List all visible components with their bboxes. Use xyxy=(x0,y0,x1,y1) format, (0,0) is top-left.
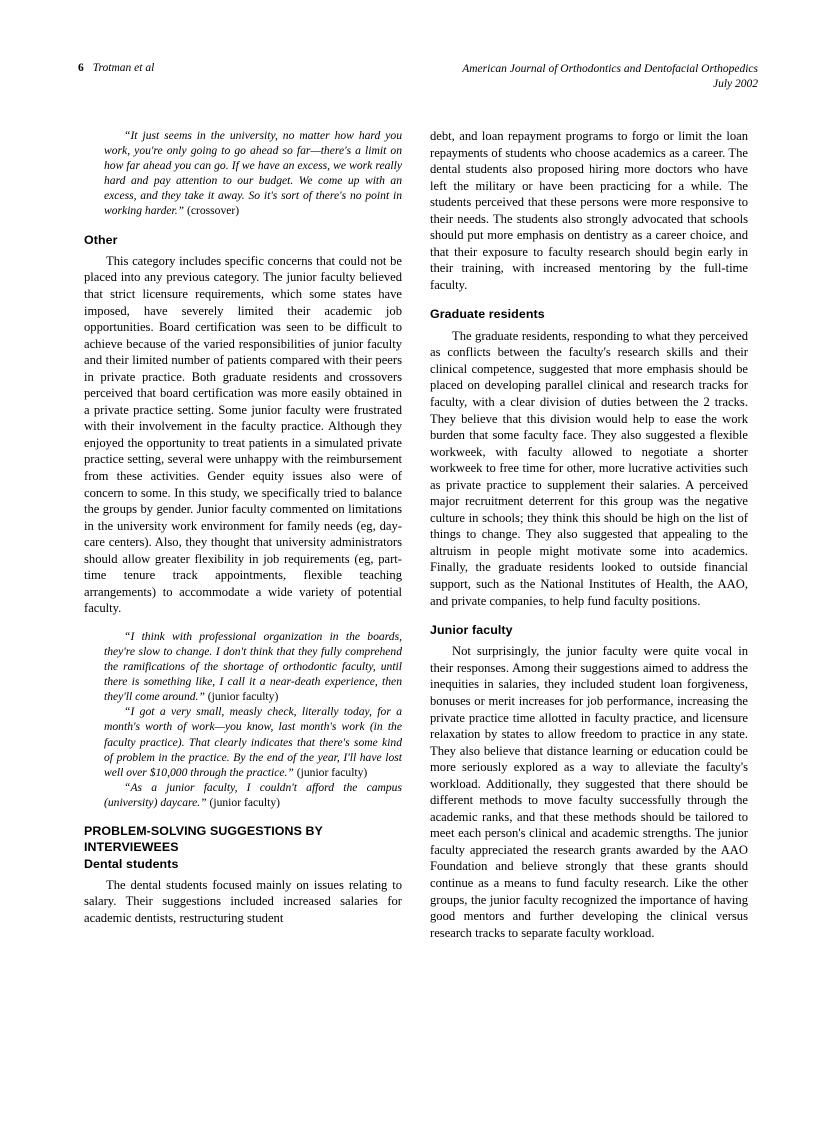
blockquote-boards xyxy=(104,629,402,704)
column-left xyxy=(84,128,402,927)
blockquote-crossover-attribution: (crossover) xyxy=(184,204,240,218)
spacer xyxy=(84,810,402,823)
heading-dental-students: Dental students xyxy=(84,856,179,871)
spacer xyxy=(430,609,748,622)
paragraph-dental-students: The dental students focused mainly on issues relating to salary. Their suggestions included increased salaries for academic dentists, restructuring student xyxy=(84,877,402,925)
spacer xyxy=(430,293,748,306)
blockquote-boards-text: “I think with professional organization in the boards, they're slow to change. I don't think that they fully comprehend the ramifications of the shortage of orthodontic faculty, until there is something like, I call it a near-death experience, then they'll come around.” xyxy=(104,629,402,704)
heading-junior-faculty: Junior faculty xyxy=(430,623,513,638)
spacer xyxy=(84,219,402,232)
running-head xyxy=(78,62,758,108)
blockquote-check-text: “I got a very small, measly check, literally today, for a month's worth of work—you know, last month's work (in the faculty practice). That clearly indicates that there's some kind of problem in the practice. By the end of the year, I'll have lost well over $10,000 through the practice.” xyxy=(104,705,402,779)
heading-problem-solving-suggestions: PROBLEM-SOLVING SUGGESTIONS BY INTERVIEWEES xyxy=(84,824,323,855)
blockquote-daycare-attribution: (junior faculty) xyxy=(206,795,281,809)
spacer xyxy=(84,617,402,629)
blockquote-crossover-text: “It just seems in the university, no matter how hard you work, you're only going to go ahead so far—there's a limit on how far ahead you can go. If we have an excess, we work really hard and pay attention to our budget. We come up with an excess, and they take it away. So it's sort of there's no point in working harder.” xyxy=(104,129,402,218)
page-number: 6 xyxy=(78,62,84,74)
issue-date: July 2002 xyxy=(712,78,758,90)
paragraph-junior-faculty: Not surprisingly, the junior faculty were quite vocal in their responses. Among their suggestions aimed to address the inequities in salaries, they included student loan forgiveness, bonuses or merit increases for job performance, increasing the private practice time allotted in faculty practice, and licensure relaxation by states to allow freedom to practice in any state. They also believe that distance learning or education could be more seriously explored as a way to alleviate the faculty's workload. Additionally, they suggested that there should be different methods to move faculty successfully through the academic ranks, and that these methods should be tailored to meet each person's clinical and academic strengths. The junior faculty appreciated the research grants awarded by the AAO Foundation and believe strongly that these grants should continue as a means to fund faculty research. Like the other groups, the junior faculty recognized the importance of having good mentors and further developing the clinical versus research tracks to separate faculty workload. xyxy=(430,644,748,940)
paragraph-dental-students-continued: debt, and loan repayment programs to forgo or limit the loan repayments of students who choose academics as a career. The dental students also proposed hiring more doctors who have left the military or have been practicing for a while. The students perceived that these persons were more responsive to their needs. The students also strongly advocated that schools should put more emphasis on dentistry as a career choice, and that their exposure to faculty research should begin early in their training, with increased mentoring by the full-time faculty. xyxy=(430,129,748,292)
heading-other: Other xyxy=(84,232,118,247)
blockquote-boards-attribution: (junior faculty) xyxy=(204,690,279,704)
heading-graduate-residents: Graduate residents xyxy=(430,307,545,322)
blockquote-crossover xyxy=(104,128,402,219)
running-head-authors: Trotman et al xyxy=(92,62,155,74)
running-head-left xyxy=(78,62,154,74)
blockquote-daycare xyxy=(104,780,402,810)
blockquote-daycare-text: “As a junior faculty, I couldn't afford the campus (university) daycare.” xyxy=(104,780,402,809)
paragraph-other: This category includes specific concerns that could not be placed into any previous category. The junior faculty believed that strict licensure requirements, which some states have imposed, have severely limited their academic job opportunities. Board certification was seen to be difficult to achieve because of the varied responsibilities of junior faculty and their limited number of patients compared with their peers in private practice. Both graduate residents and crossovers perceived that board certification was more easily obtained in a private practice setting. Some junior faculty were frustrated with their involvement in the faculty practice. Although they enjoyed the opportunity to treat patients in a simulated private practice setting, several were unhappy with the reimbursement from these activities. Gender equity issues also were of concern to some. In this study, we specifically tried to balance the groups by gender. Junior faculty commented on limitations in the university work environment for family needs (eg, day-care centers). Also, they thought that university administrators should allow greater flexibility in job requirements (eg, part-time tenure track appointments, flexible teaching arrangements) to accommodate a wide variety of potential faculty. xyxy=(84,253,402,616)
blockquote-check-attribution: (junior faculty) xyxy=(293,765,368,779)
blockquote-check xyxy=(104,704,402,779)
paragraph-graduate-residents: The graduate residents, responding to what they perceived as conflicts between the faculty's research skills and their clinical competence, suggested that more emphasis should be placed on developing parallel clinical and research tracks for faculty, with a clear division of duties between the 2 tracks. They believe that this division would help to ease the work burden that some faculty face. They also suggested a flexible workweek, with faculty allowed to negotiate a shorter workweek to free time for other, more lucrative activities such as private practice to supplement their salaries. A perceived major recruitment deterrent for this group was the negative culture in schools; they think this should be high on the list of things to change. They also suggested that appealing to the altruism in people might motivate some into academics. Finally, the graduate residents looked to outside financial support, such as the National Institutes of Health, the AAO, and private companies, to help fund faculty positions. xyxy=(430,328,748,608)
journal-title: American Journal of Orthodontics and Dentofacial Orthopedics xyxy=(462,63,758,75)
column-right xyxy=(430,128,748,941)
running-head-right xyxy=(462,62,758,92)
